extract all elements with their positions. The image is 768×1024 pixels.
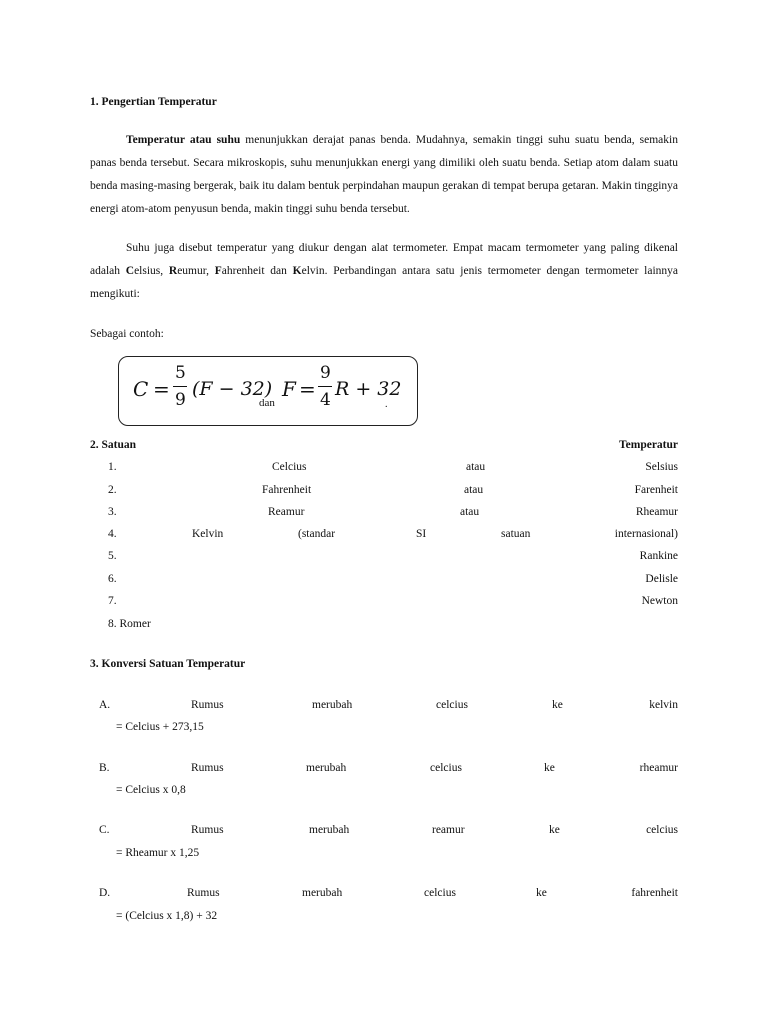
unit-name: Delisle — [645, 573, 678, 585]
list-word: internasional) — [614, 528, 678, 540]
unit-alt-name: Farenheit — [634, 484, 678, 496]
paragraph-temperature-definition — [90, 129, 678, 221]
section-1-heading: 1. Pengertian Temperatur — [90, 96, 217, 108]
item-word: merubah — [309, 824, 350, 836]
formula-dan: dan — [259, 397, 275, 409]
paragraph-text: elvin. Perbandingan antara satu jenis termometer dengan termometer lainnya mengikuti: — [90, 265, 679, 300]
item-word: Rumus — [191, 762, 224, 774]
item-word: ke — [549, 824, 560, 836]
fraction-bar — [173, 386, 187, 387]
connector-word: atau — [466, 461, 486, 473]
unit-name: Newton — [641, 595, 678, 607]
list-item — [90, 593, 678, 611]
list-number: 3. — [108, 506, 117, 518]
item-word: ke — [552, 699, 563, 711]
formula-c: C — [133, 377, 149, 401]
conversion-item — [90, 697, 678, 715]
formula-dot: . — [385, 399, 388, 410]
list-item — [90, 571, 678, 589]
unit-name: Rankine — [639, 550, 678, 562]
item-word: merubah — [306, 762, 347, 774]
list-number: 5. — [108, 550, 117, 562]
item-word: Rumus — [187, 887, 220, 899]
conversion-formula: = Celcius + 273,15 — [116, 721, 204, 733]
item-word: ke — [544, 762, 555, 774]
list-word: (standar — [298, 528, 336, 540]
unit-name: Celcius — [272, 461, 307, 473]
conversion-item — [90, 822, 678, 840]
bold-term: Temperatur atau suhu — [126, 134, 241, 146]
list-number: 7. — [108, 595, 117, 607]
list-number: 1. — [108, 461, 117, 473]
formula-denominator-9: 9 — [175, 390, 186, 410]
list-number: 6. — [108, 573, 117, 585]
fraction-bar-2 — [318, 386, 332, 387]
item-word: merubah — [312, 699, 353, 711]
bold-letter: K — [292, 265, 302, 277]
formula-denominator-4: 4 — [320, 390, 331, 410]
formula-f: F — [282, 377, 296, 401]
list-number: 2. — [108, 484, 117, 496]
list-word: satuan — [501, 528, 531, 540]
unit-name: Kelvin — [192, 528, 224, 540]
formula-equals-2: = — [299, 377, 316, 401]
section-2-heading — [90, 437, 678, 455]
list-word: SI — [416, 528, 427, 540]
bold-letter: C — [125, 265, 135, 277]
section-2-heading-left: 2. Satuan — [90, 439, 137, 451]
formula-equals: = — [153, 377, 170, 401]
unit-name: Reamur — [268, 506, 305, 518]
formula-box — [118, 356, 418, 426]
connector-word: atau — [464, 484, 484, 496]
bold-letter: R — [168, 265, 178, 277]
item-word: celcius — [424, 887, 456, 899]
item-word: kelvin — [649, 699, 678, 711]
formula-paren: (F − 32) — [192, 378, 273, 400]
example-label: Sebagai contoh: — [90, 328, 164, 340]
bold-letter: F — [214, 265, 222, 277]
unit-alt-name: Selsius — [645, 461, 678, 473]
item-letter: C. — [99, 824, 110, 836]
formula-rest: R + 32 — [335, 378, 402, 400]
item-letter: A. — [99, 699, 111, 711]
item-word: rheamur — [639, 762, 678, 774]
item-letter: D. — [99, 887, 111, 899]
paragraph-text: elsius, — [134, 265, 169, 277]
conversion-item — [90, 885, 678, 903]
item-word: celcius — [646, 824, 678, 836]
connector-word: atau — [460, 506, 480, 518]
item-word: celcius — [436, 699, 468, 711]
section-2-heading-right: Temperatur — [619, 439, 678, 451]
item-word: Rumus — [191, 699, 224, 711]
conversion-item — [90, 760, 678, 778]
item-letter: B. — [99, 762, 110, 774]
list-number: 4. — [108, 528, 117, 540]
list-item — [90, 459, 678, 477]
item-word: Rumus — [191, 824, 224, 836]
item-word: fahrenheit — [631, 887, 678, 899]
list-item-romer: 8. Romer — [108, 618, 151, 630]
item-word: merubah — [302, 887, 343, 899]
formula-numerator-5: 5 — [175, 363, 186, 383]
paragraph-text: eumur, — [177, 265, 215, 277]
paragraph-text: Suhu juga disebut temperatur yang diukur dengan alat termometer. Empat macam termometer yang paling dikenal adalah — [90, 242, 678, 277]
conversion-formula: = Rheamur x 1,25 — [116, 847, 200, 859]
paragraph-thermometer — [90, 237, 678, 306]
paragraph-text: menunjukkan derajat panas benda. Mudahnya, semakin tinggi suhu suatu benda, semakin panas benda tersebut. Secara mikroskopis, suhu menunjukkan energi yang dimiliki oleh suatu benda. Setiap atom dalam suatu benda masing-masing bergerak, baik itu dalam bentuk perpindahan maupun gerakan di tempat berupa getaran. Makin tingginya energi atom-atom penyusun benda, makin tinggi suhu benda tersebut. — [90, 134, 678, 215]
formula-numerator-9: 9 — [320, 363, 331, 383]
conversion-formula: = (Celcius x 1,8) + 32 — [116, 910, 218, 922]
item-word: ke — [536, 887, 547, 899]
section-3-heading: 3. Konversi Satuan Temperatur — [90, 658, 246, 670]
item-word: celcius — [430, 762, 462, 774]
unit-alt-name: Rheamur — [635, 506, 678, 518]
paragraph-text: ahrenheit dan — [221, 265, 293, 277]
item-word: reamur — [432, 824, 465, 836]
conversion-formula: = Celcius x 0,8 — [116, 784, 186, 796]
list-item — [90, 482, 678, 500]
list-item — [90, 548, 678, 566]
list-item — [90, 526, 678, 544]
list-item — [90, 504, 678, 522]
unit-name: Fahrenheit — [262, 484, 312, 496]
